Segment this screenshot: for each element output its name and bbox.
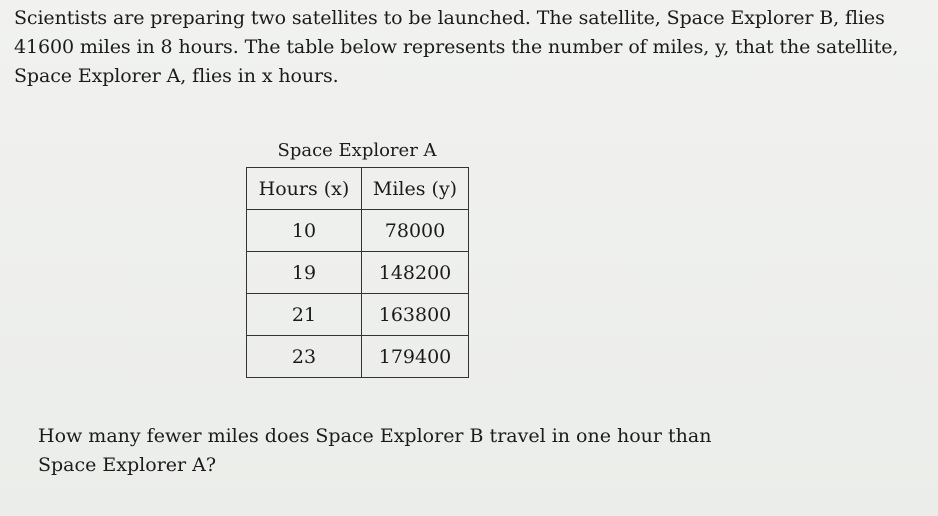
miles-cell: 148200 [362,252,469,294]
table-row [247,252,469,294]
hours-cell: 21 [247,294,362,336]
miles-cell: 163800 [362,294,469,336]
table-header-row [247,168,469,210]
table-row [247,294,469,336]
problem-statement: Scientists are preparing two satellites to be launched. The satellite, Space Explorer B, flies 41600 miles in 8 hours. The table below represents the number of miles, y, that the satellite, Space Explorer A, flies in x hours. [14,7,899,87]
column-header-hours: Hours (x) [247,168,362,210]
hours-cell: 10 [247,210,362,252]
hours-cell: 23 [247,336,362,378]
miles-cell: 179400 [362,336,469,378]
table-row [247,210,469,252]
column-header-miles: Miles (y) [362,168,469,210]
question-prompt: How many fewer miles does Space Explorer B travel in one hour than Space Explorer A? [38,425,712,476]
table-row [247,336,469,378]
miles-cell: 78000 [362,210,469,252]
space-explorer-a-table [246,167,469,378]
hours-cell: 19 [247,252,362,294]
table-caption: Space Explorer A [277,140,437,161]
